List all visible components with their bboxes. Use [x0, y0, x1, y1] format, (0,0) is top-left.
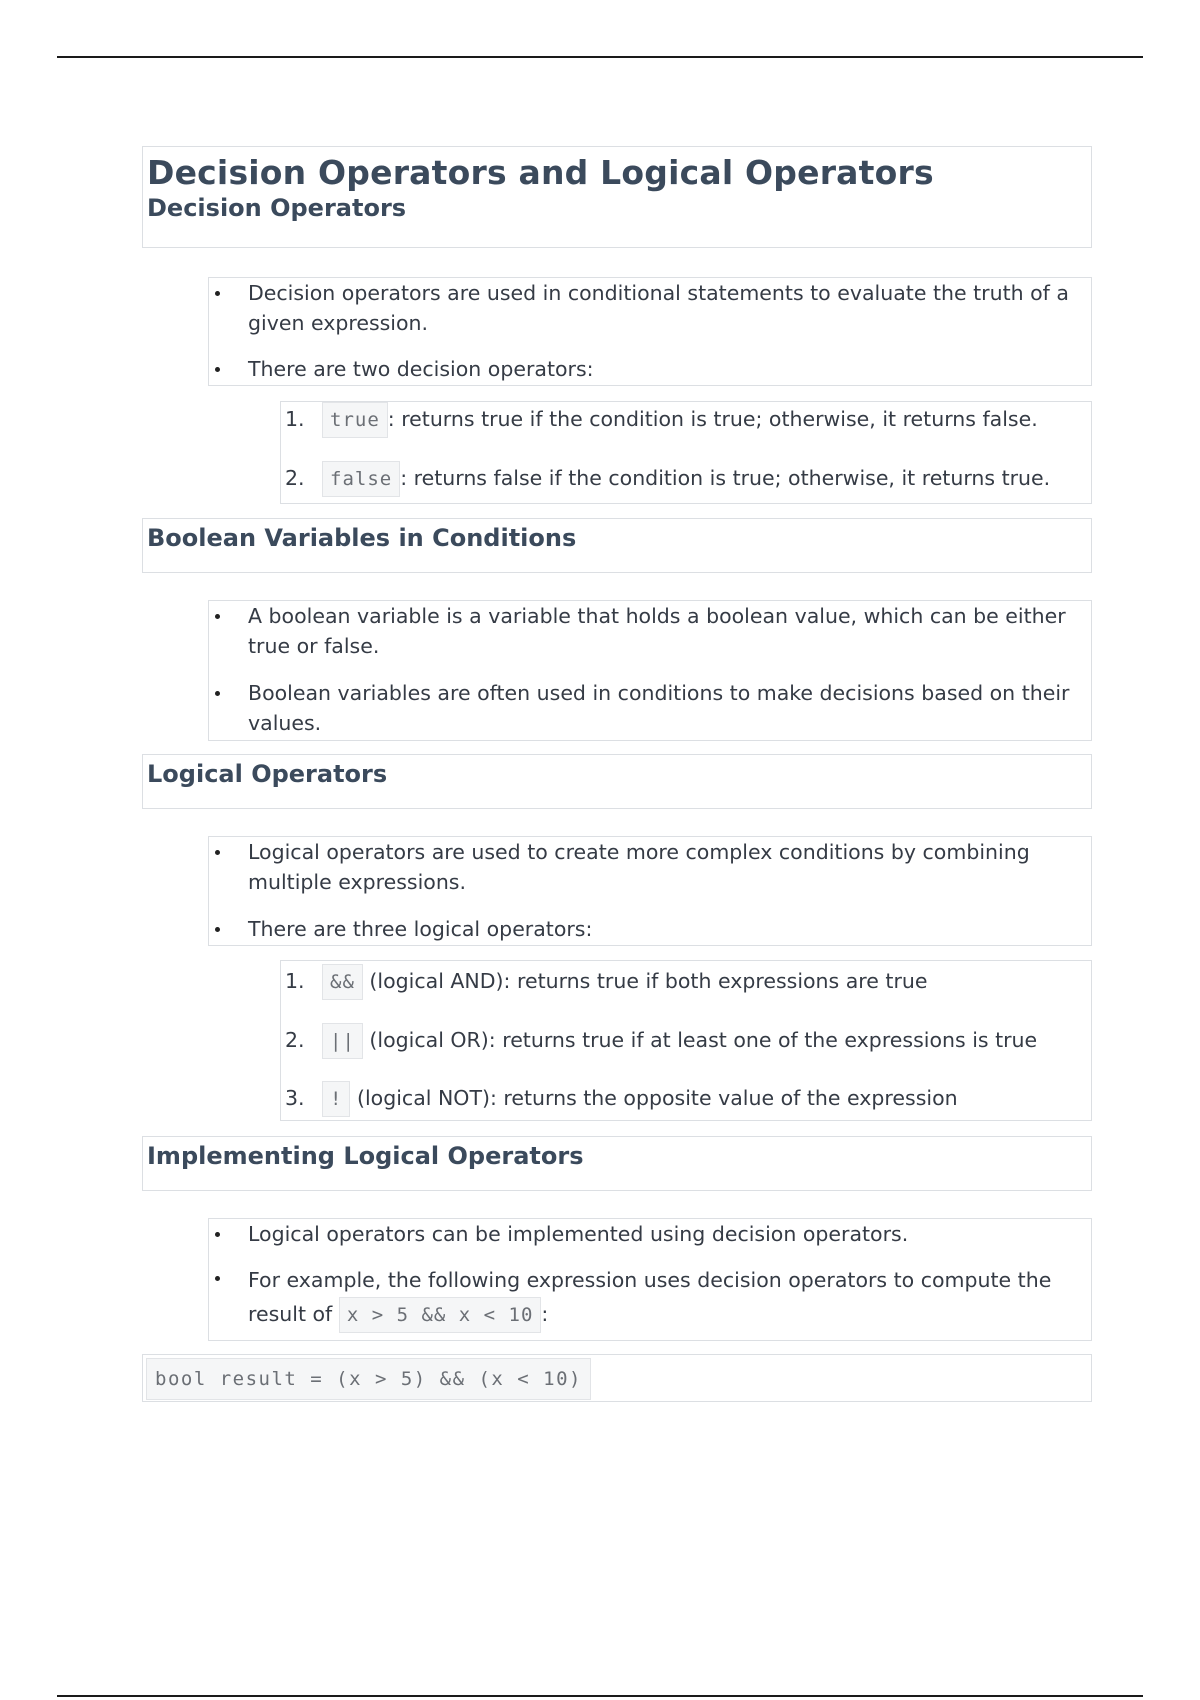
list-item: Logical operators are used to create more complex conditions by combining multiple expressions.	[209, 837, 1098, 897]
list-item	[285, 966, 928, 997]
list-item: There are three logical operators:	[209, 914, 1098, 944]
list-item-text: (logical AND): returns true if both expressions are true	[369, 969, 928, 993]
list-item-text: : returns false if the condition is true; otherwise, it returns true.	[400, 466, 1051, 490]
title-box	[142, 146, 1092, 248]
inline-code: &&	[322, 964, 363, 1000]
list-item: A boolean variable is a variable that holds a boolean value, which can be either true or false.	[209, 601, 1098, 661]
section-heading-logical: Logical Operators	[147, 760, 388, 788]
list-item-text: (logical OR): returns true if at least one of the expressions is true	[369, 1028, 1038, 1052]
section-heading-boolean: Boolean Variables in Conditions	[147, 524, 577, 552]
list-number: 1.	[285, 969, 305, 993]
inline-code: !	[322, 1081, 350, 1117]
inline-code: true	[322, 402, 388, 438]
logical-bullet-list	[208, 836, 1092, 946]
list-item: There are two decision operators:	[209, 354, 1098, 384]
page-title: Decision Operators and Logical Operators	[147, 153, 934, 192]
section-box-implementing	[142, 1136, 1092, 1191]
list-item: Decision operators are used in conditional statements to evaluate the truth of a given expression.	[209, 278, 1098, 338]
list-number: 2.	[285, 1028, 305, 1052]
section-heading-decision: Decision Operators	[147, 194, 407, 222]
section-box-logical	[142, 754, 1092, 809]
footer-rule	[57, 1695, 1143, 1697]
section-heading-implementing: Implementing Logical Operators	[147, 1142, 584, 1170]
list-item	[285, 463, 1050, 494]
section-box-boolean	[142, 518, 1092, 573]
list-item	[209, 1263, 1098, 1332]
list-number: 1.	[285, 407, 305, 431]
decision-ordered-list	[280, 401, 1092, 504]
list-item-text: (logical NOT): returns the opposite value of the expression	[356, 1086, 958, 1110]
boolean-bullet-list	[208, 600, 1092, 741]
inline-code: x > 5 && x < 10	[339, 1297, 542, 1333]
inline-code: false	[322, 461, 400, 497]
list-item: Logical operators can be implemented using decision operators.	[209, 1219, 1098, 1249]
list-item-suffix: :	[541, 1302, 549, 1326]
logical-ordered-list	[280, 960, 1092, 1121]
inline-code: ||	[322, 1023, 363, 1059]
list-item-text: For example, the following expression uses decision operators to compute the result of	[248, 1268, 1052, 1326]
list-number: 3.	[285, 1086, 305, 1110]
header-rule	[57, 56, 1143, 58]
list-item	[285, 1083, 958, 1114]
list-number: 2.	[285, 466, 305, 490]
list-item	[285, 404, 1038, 435]
list-item-text: : returns true if the condition is true; otherwise, it returns false.	[387, 407, 1038, 431]
list-item	[285, 1025, 1037, 1056]
code-block: bool result = (x > 5) && (x < 10)	[146, 1358, 591, 1400]
implementing-bullet-list	[208, 1218, 1092, 1341]
list-item: Boolean variables are often used in conditions to make decisions based on their values.	[209, 678, 1098, 738]
decision-bullet-list	[208, 277, 1092, 386]
